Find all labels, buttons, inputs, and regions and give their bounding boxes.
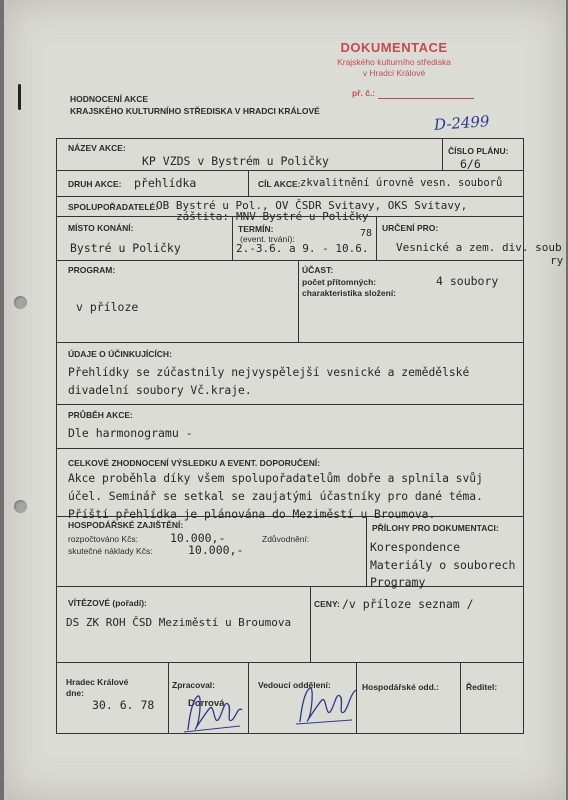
zastita-value: MNV Bystré u Poličky [236, 210, 369, 223]
rozpocet-value: 10.000,- [170, 531, 226, 545]
dne-label: dne: [66, 688, 84, 698]
binding-mark [18, 84, 21, 110]
zpracoval-label: Zpracoval: [172, 680, 215, 690]
termin-year: 78 [360, 228, 373, 239]
handwritten-number: D-2499 [433, 112, 491, 134]
celkove-line2: účel. Seminář se setkal se zaujatými účastníky pro dané téma. [68, 490, 483, 503]
stamp-line1: Krajského kulturního střediska [337, 57, 451, 67]
program-value: v příloze [76, 300, 139, 314]
hospodarske-odd-label: Hospodářské odd.: [362, 682, 439, 692]
reditel-label: Ředitel: [466, 682, 498, 692]
skutecne-naklady-label: skutečné náklady Kčs: [68, 546, 153, 556]
skutecne-naklady-value: 10.000,- [188, 543, 244, 557]
termin-label: TERMÍN: [238, 224, 274, 234]
priloha-item: Programy [370, 575, 426, 589]
header-title: HODNOCENÍ AKCE [70, 94, 149, 104]
prubeh-label: PRŮBĚH AKCE: [68, 410, 133, 420]
prilohy-label: PŘÍLOHY PRO DOKUMENTACI: [372, 523, 499, 533]
dne-value: 30. 6. 78 [92, 698, 155, 712]
charakteristika-label: charakteristika složení: [302, 288, 397, 298]
punch-hole-bottom [14, 500, 27, 513]
druh-akce-value: přehlídka [134, 176, 197, 190]
pocet-pritomnych-value: 4 soubory [436, 274, 499, 288]
celkove-zhodnoceni-label: CELKOVÉ ZHODNOCENÍ VÝSLEDKU A EVENT. DOPORUČENÍ: [68, 458, 321, 468]
dokumentace-stamp [314, 40, 474, 78]
spoluporadatele-label: SPOLUPOŘADATELÉ: [68, 202, 159, 212]
misto-konani-label: MÍSTO KONÁNÍ: [68, 223, 134, 233]
cislo-planu-label: ČÍSLO PLÁNU: [448, 146, 509, 156]
zduvodneni-label: Zdůvodnění: [262, 534, 310, 544]
pocet-pritomnych-label: počet přítomných: [302, 277, 377, 287]
signature-zpracoval [180, 690, 250, 738]
program-label: PROGRAM: [68, 265, 116, 275]
vedouci-label: Vedoucí oddělení: [258, 680, 331, 690]
stamp-line2: v Hradci Králové [362, 68, 426, 78]
header-subtitle: KRAJSKÉHO KULTURNÍHO STŘEDISKA V HRADCI KRÁLOVÉ [70, 106, 320, 116]
ceny-label: CENY: [314, 599, 340, 609]
ucast-label: ÚČAST: [302, 265, 334, 275]
urceni-label: URČENÍ PRO: [382, 223, 439, 233]
celkove-line1: Akce proběhla díky všem spolupořadatelům dobře a splnila svůj [68, 472, 483, 485]
zpracoval-value: Dorrová [188, 698, 225, 709]
document-page [4, 0, 566, 800]
cil-akce-label: CÍL AKCE: [258, 179, 301, 189]
punch-hole-top [14, 296, 27, 309]
udaje-line2: divadelní soubory Vč.kraje. [68, 384, 252, 397]
vitezove-label: VÍTĚZOVÉ (pořadí): [68, 598, 147, 608]
priloha-item: Korespondence [370, 540, 461, 554]
termin-value: 2.-3.6. a 9. - 10.6. [236, 242, 369, 255]
udaje-line1: Přehlídky se zúčastnily nejvyspělejší vesnické a zemědělské [68, 366, 470, 379]
ceny-value: /v příloze seznam / [342, 597, 474, 611]
hospodarske-zajisteni-label: HOSPODÁŘSKÉ ZAJIŠTĚNÍ: [68, 520, 184, 530]
udaje-label: ÚDAJE O ÚČINKUJÍCÍCH: [68, 349, 172, 359]
hradec-label: Hradec Králové [66, 677, 129, 687]
druh-akce-label: DRUH AKCE: [68, 179, 122, 189]
celkove-line3: Příští přehlídka je plánována do Meziměstí u Broumova. [68, 508, 436, 521]
zastita-label: záštita: [176, 210, 229, 223]
misto-konani-value: Bystré u Poličky [70, 241, 181, 255]
stamp-title: DOKUMENTACE [340, 40, 448, 55]
vitezove-value: DS ZK ROH ČSD Meziměstí u Broumova [66, 616, 292, 629]
urceni-value: Vesnické a zem. div. soub [396, 241, 562, 254]
signature-vedouci [290, 680, 362, 730]
priloha-item: Materiály o souborech [370, 558, 516, 572]
cislo-planu-value: 6/6 [460, 157, 481, 171]
urceni-value-cont: ry [550, 254, 564, 267]
stamp-reference: př. č.: [352, 88, 376, 98]
spoluporadatele-value: OB Bystré u Pol., OV ČSDR Svitavy, OKS Svitavy, [156, 199, 468, 212]
cil-akce-value: zkvalitnění úrovně vesn. souborů [300, 177, 503, 189]
termin-sublabel: (event. trvání): [240, 234, 295, 244]
rozpocet-label: rozpočtováno Kčs: [68, 534, 138, 544]
stamp-reference-line [378, 98, 474, 99]
nazev-akce-label: NÁZEV AKCE: [68, 143, 126, 153]
prubeh-value: Dle harmonogramu - [68, 426, 193, 440]
nazev-akce-value: KP VZDS v Bystrém u Poličky [142, 154, 329, 168]
